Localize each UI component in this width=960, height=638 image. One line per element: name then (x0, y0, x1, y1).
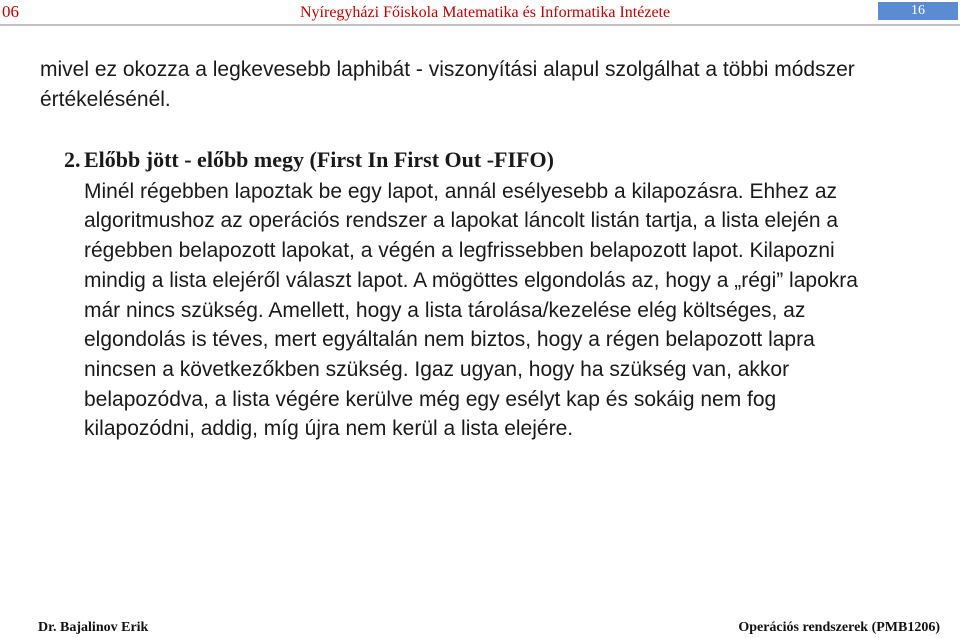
item-heading (64, 145, 884, 175)
header-divider (0, 24, 960, 26)
slide-footer (0, 616, 960, 638)
page-code: 06 (2, 2, 19, 21)
footer-author: Dr. Bajalinov Erik (38, 620, 149, 635)
item-title: Előbb jött - előbb megy (First In First Out -FIFO) (84, 147, 554, 172)
institution-title: Nyíregyházi Főiskola Matematika és Informatika Intézete (300, 4, 671, 21)
slide-number-badge: 16 (878, 2, 958, 20)
item-body-text: Minél régebben lapoztak be egy lapot, annál esélyesebb a kilapozásra. Ehhez az algoritmushoz az operációs rendszer a lapokat láncolt listán tartja, a lista elején a régebben belapozott lapokat, a végén a legfrissebben belapozott lapot. Kilapozni mindig a lista elejéről választ lapot. A mögöttes elgondolás az, hogy a „régi” lapokra már nincs szükség. Amellett, hogy a lista tárolása/kezelése elég költséges, az elgondolás is téves, mert egyáltalán nem biztos, hogy a régen belapozott lapra nincsen a következőkben szükség. Igaz ugyan, hogy ha szükség van, akkor belapozódva, a lista végére kerülve még egy esélyt kap és sokáig nem fog kilapozódni, addig, míg újra nem kerül a lista elejére. (84, 179, 858, 441)
item-number: 2. (64, 147, 81, 172)
intro-paragraph-container (40, 55, 920, 114)
footer-course: Operációs rendszerek (PMB1206) (738, 620, 940, 635)
intro-paragraph: mivel ez okozza a legkevesebb laphibát - viszonyítási alapul szolgálhat a többi módszer értékelésénél. (40, 58, 855, 111)
list-item-fifo (64, 145, 884, 444)
slide-header (0, 0, 960, 26)
